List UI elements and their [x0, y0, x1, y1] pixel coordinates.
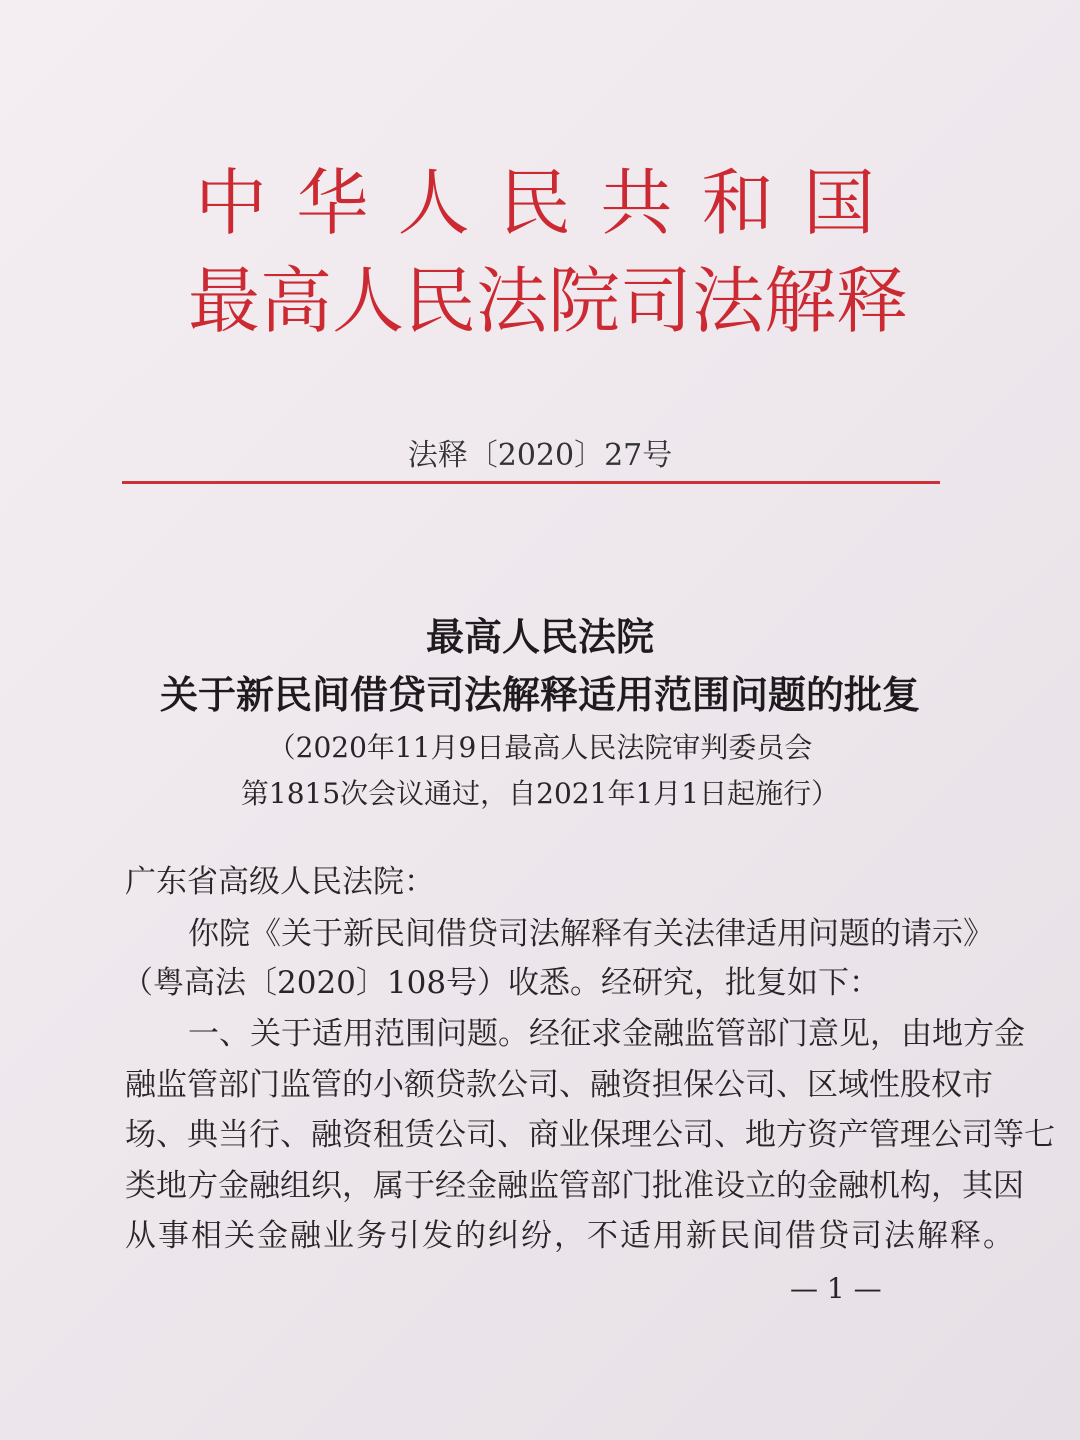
page-number: — 1 —: [790, 1272, 882, 1305]
body-line: 从事相关金融业务引发的纠纷，不适用新民间借贷司法解释。: [125, 1218, 1016, 1254]
body-line: 你院《关于新民间借贷司法解释有关法律适用问题的请示》: [188, 916, 994, 952]
title-line-2: 关于新民间借贷司法解释适用范围问题的批复: [159, 672, 920, 717]
red-divider: [122, 481, 940, 484]
body-line: （粤高法〔2020〕108号）收悉。经研究，批复如下：: [122, 965, 881, 1001]
document-number: 法释〔2020〕27号: [407, 438, 673, 473]
subtitle-line-1: （2020年11月9日最高人民法院审判委员会: [267, 731, 813, 764]
addressee: 广东省高级人民法院：: [125, 864, 435, 900]
subtitle-line-2: 第1815次会议通过，自2021年1月1日起施行）: [240, 777, 840, 810]
title-line-1: 最高人民法院: [425, 614, 654, 659]
header-line-2: 最高人民法院司法解释: [188, 259, 909, 343]
header-line-1: 中华人民共和国: [195, 161, 875, 245]
body-line: 类地方金融组织，属于经金融监管部门批准设立的金融机构，其因: [125, 1168, 1024, 1204]
body-line: 一、关于适用范围问题。经征求金融监管部门意见，由地方金: [188, 1016, 1025, 1052]
body-line: 融监管部门监管的小额贷款公司、融资担保公司、区域性股权市: [125, 1067, 993, 1103]
body-line: 场、典当行、融资租赁公司、商业保理公司、地方资产管理公司等七: [125, 1117, 1055, 1153]
